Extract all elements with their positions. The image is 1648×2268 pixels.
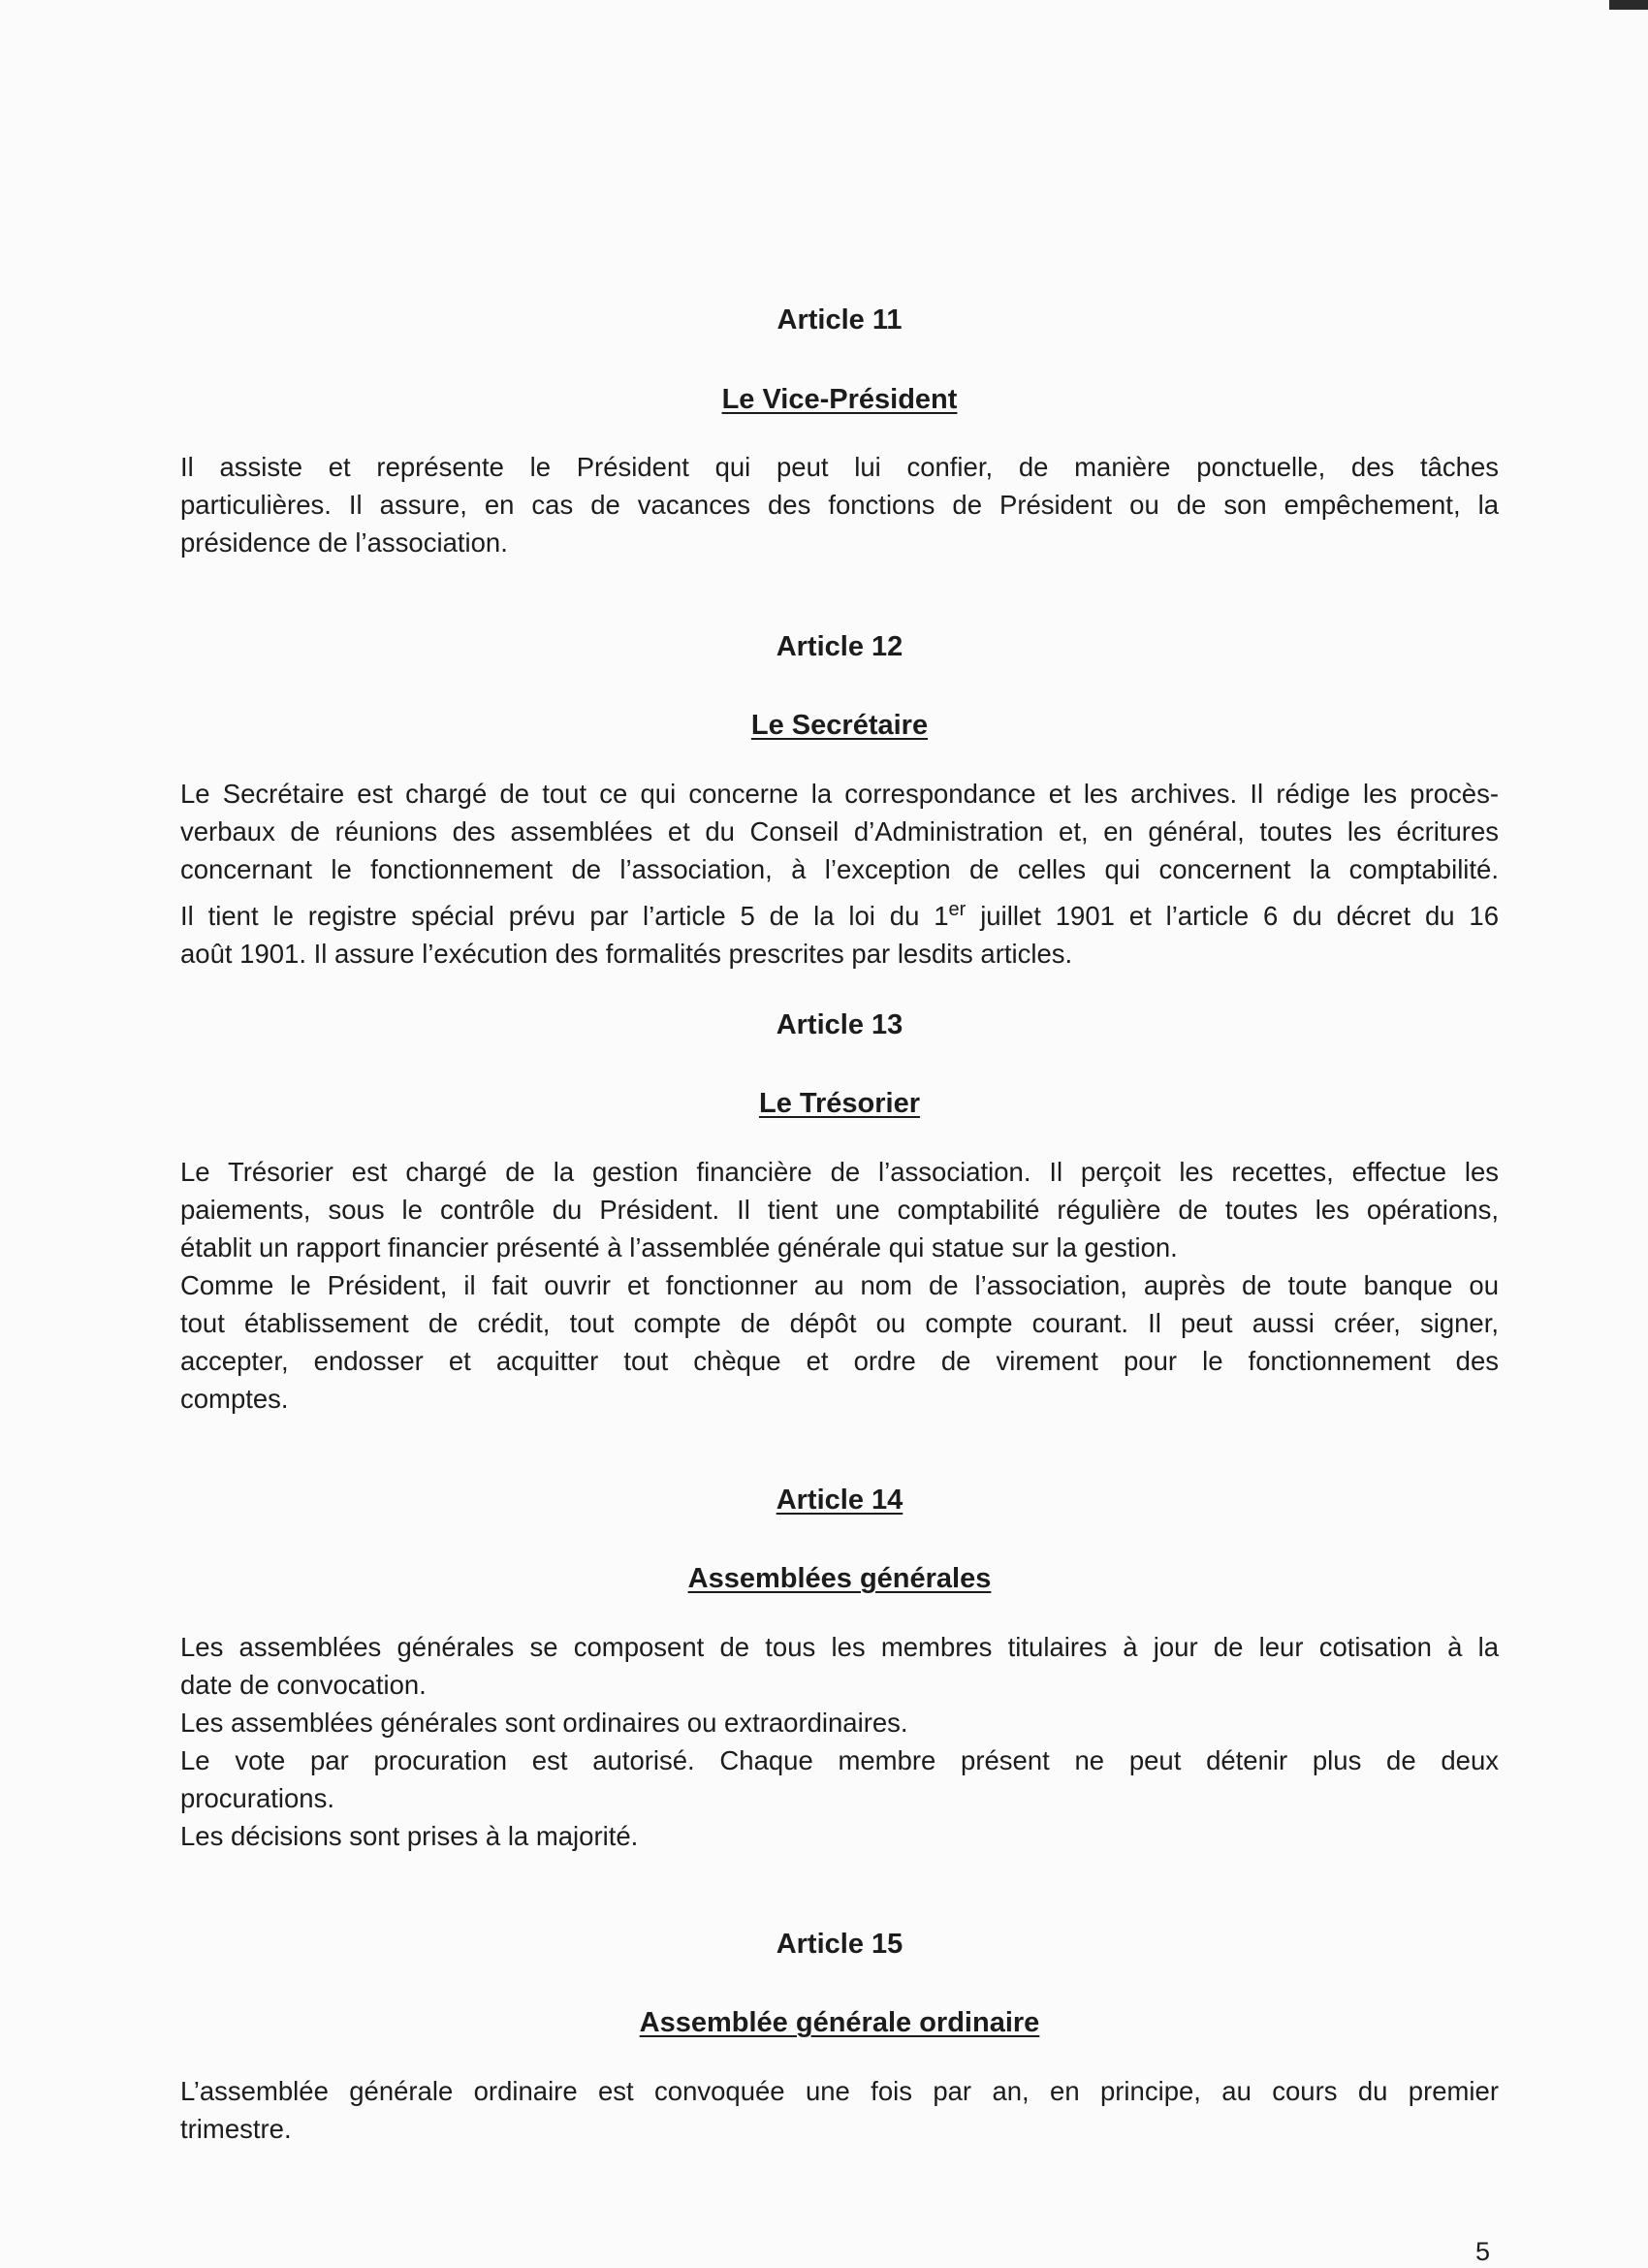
article-12-text: juillet 1901 et l’article 6 du décret du 16 xyxy=(966,901,1499,931)
article-13-line: paiements, sous le contrôle du Président. Il tient une comptabilité régulière de toutes les opérations, xyxy=(180,1195,1499,1225)
article-13-paragraph xyxy=(180,1153,1499,1418)
article-13-line: comptes. xyxy=(180,1384,289,1414)
article-15-title: Assemblée générale ordinaire xyxy=(639,2007,1040,2038)
article-14-line: date de convocation. xyxy=(180,1670,427,1700)
article-13-line: accepter, endosser et acquitter tout chèque et ordre de virement pour le fonctionnement des xyxy=(180,1346,1499,1376)
article-14-line: Le vote par procuration est autorisé. Chaque membre présent ne peut détenir plus de deux xyxy=(180,1745,1499,1775)
superscript-er: er xyxy=(948,898,967,920)
article-15-paragraph xyxy=(180,2072,1499,2148)
article-13-line: Comme le Président, il fait ouvrir et fonctionner au nom de l’association, auprès de toute banque ou xyxy=(180,1270,1499,1300)
article-13-line: établit un rapport financier présenté à l’assemblée générale qui statue sur la gestion. xyxy=(180,1232,1178,1262)
article-11-line: particulières. Il assure, en cas de vacances des fonctions de Président ou de son empêchement, la xyxy=(180,490,1499,520)
article-13-title: Le Trésorier xyxy=(758,1088,921,1119)
article-12-line: concernant le fonctionnement de l’association, à l’exception de celles qui concernent la comptabilité. xyxy=(180,854,1499,884)
article-14-line: procurations. xyxy=(180,1783,334,1813)
article-11-line: présidence de l’association. xyxy=(180,527,508,558)
article-14-number: Article 14 xyxy=(776,1485,903,1516)
scan-corner-mark xyxy=(1609,0,1648,10)
article-15-number: Article 15 xyxy=(776,1929,903,1960)
article-11-paragraph xyxy=(180,448,1499,561)
article-12-line: verbaux de réunions des assemblées et du Conseil d’Administration et, en général, toutes les écritures xyxy=(180,816,1499,847)
article-15-line: L’assemblée générale ordinaire est convoquée une fois par an, en principe, au cours du premier xyxy=(180,2076,1499,2106)
article-12-paragraph-2 xyxy=(180,897,1499,973)
article-14-line: Les décisions sont prises à la majorité. xyxy=(180,1821,639,1851)
article-12-paragraph xyxy=(180,775,1499,888)
article-12-text: Il tient le registre spécial prévu par l’article 5 de la loi du 1 xyxy=(180,901,949,931)
article-12-title: Le Secrétaire xyxy=(750,710,929,741)
article-12-line: août 1901. Il assure l’exécution des formalités prescrites par lesdits articles. xyxy=(180,939,1073,969)
page-number: 5 xyxy=(1475,2237,1491,2266)
article-14-line: Les assemblées générales se composent de tous les membres titulaires à jour de leur cotisation à la xyxy=(180,1632,1499,1662)
article-11-title: Le Vice-Président xyxy=(721,384,958,415)
article-11-number: Article 11 xyxy=(776,304,903,335)
article-14-line: Les assemblées générales sont ordinaires ou extraordinaires. xyxy=(180,1708,908,1738)
article-12-line: Le Secrétaire est chargé de tout ce qui concerne la correspondance et les archives. Il rédige les procès- xyxy=(180,779,1499,809)
article-13-line: tout établissement de crédit, tout compte de dépôt ou compte courant. Il peut aussi créer, signer, xyxy=(180,1308,1499,1338)
article-15-line: trimestre. xyxy=(180,2114,292,2144)
article-14-title: Assemblées générales xyxy=(687,1563,992,1594)
article-13-line: Le Trésorier est chargé de la gestion financière de l’association. Il perçoit les recettes, effectue les xyxy=(180,1157,1499,1187)
article-14-paragraph xyxy=(180,1628,1499,1855)
article-11-line: Il assiste et représente le Président qui peut lui confier, de manière ponctuelle, des tâches xyxy=(180,452,1499,482)
article-12-line xyxy=(180,897,1499,935)
article-13-number: Article 13 xyxy=(776,1009,903,1040)
article-12-number: Article 12 xyxy=(776,631,903,662)
